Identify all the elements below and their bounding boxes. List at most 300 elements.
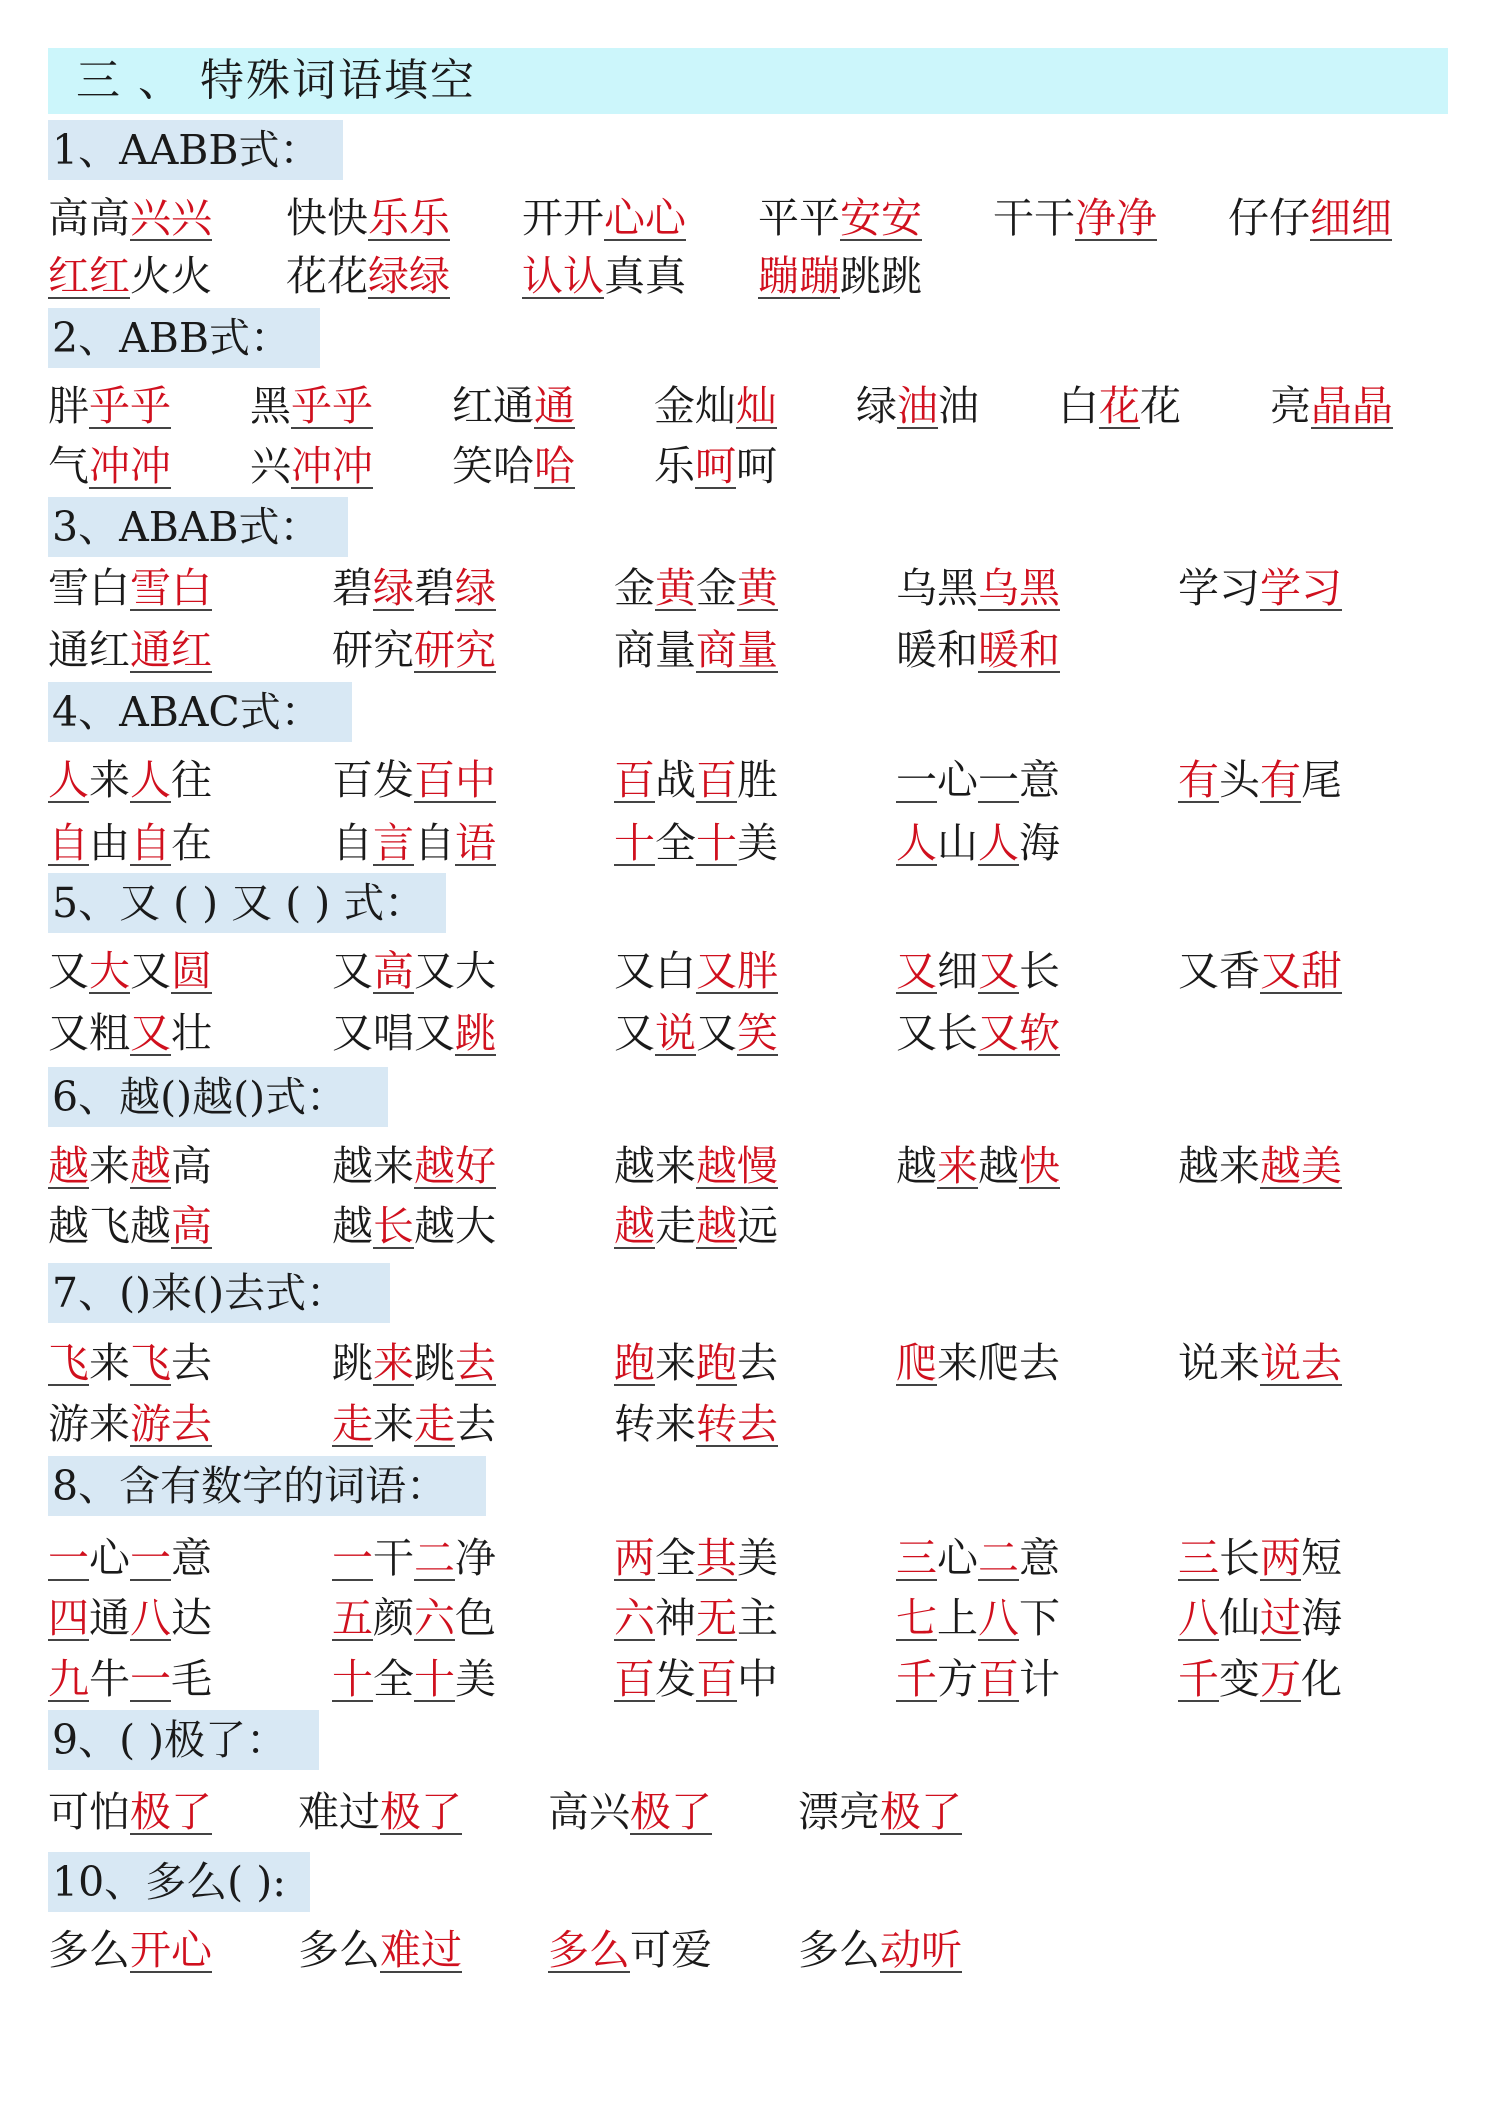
word-item: [1228, 190, 1392, 246]
word-row: [0, 1005, 1497, 1061]
word-item: [332, 1198, 496, 1254]
answer-text: 乐乐: [368, 194, 450, 242]
answer-text: 一: [48, 1534, 89, 1582]
given-text: 又长: [896, 1009, 978, 1057]
answer-text: 十: [696, 819, 737, 867]
word-item: [614, 1396, 778, 1452]
word-item: [522, 190, 686, 246]
answer-text: 花: [1099, 382, 1140, 430]
word-row: [0, 248, 1497, 304]
answer-text: 多么: [548, 1926, 630, 1974]
answer-text: 绿: [373, 564, 414, 612]
given-text: 仔仔: [1228, 194, 1310, 242]
answer-text: 冲冲: [89, 442, 171, 490]
answer-text: 商量: [696, 626, 778, 674]
word-row: [0, 815, 1497, 871]
given-text: 心: [937, 756, 978, 804]
given-text: 说来: [1178, 1339, 1260, 1387]
given-text: 开开: [522, 194, 604, 242]
given-text: 化: [1301, 1655, 1342, 1703]
answer-text: 一: [130, 1655, 171, 1703]
word-item: [332, 943, 496, 999]
given-text: 平平: [758, 194, 840, 242]
answer-text: 越慢: [696, 1142, 778, 1190]
word-item: [614, 1335, 778, 1391]
answer-text: 暖和: [978, 626, 1060, 674]
word-item: [896, 1530, 1060, 1586]
answer-text: 开心: [130, 1926, 212, 1974]
word-item: [1058, 378, 1181, 434]
answer-text: 高: [373, 947, 414, 995]
given-text: 又: [332, 947, 373, 995]
given-text: 多么: [298, 1926, 380, 1974]
answer-text: 六: [414, 1594, 455, 1642]
given-text: 多么: [798, 1926, 880, 1974]
answer-text: 乌黑: [978, 564, 1060, 612]
word-item: [332, 752, 496, 808]
given-text: 白: [1058, 382, 1099, 430]
answer-text: 无: [696, 1594, 737, 1642]
answer-text: 百: [614, 756, 655, 804]
answer-text: 百: [614, 1655, 655, 1703]
given-text: 漂亮: [798, 1788, 880, 1836]
word-item: [452, 438, 575, 494]
word-item: [48, 1651, 212, 1707]
given-text: 神: [655, 1594, 696, 1642]
given-text: 乌黑: [896, 564, 978, 612]
word-item: [286, 248, 450, 304]
answer-text: 黄: [737, 564, 778, 612]
given-text: 去: [737, 1339, 778, 1387]
word-item: [48, 752, 212, 808]
given-text: 又大: [414, 947, 496, 995]
given-text: 在: [171, 819, 212, 867]
answer-text: 圆: [171, 947, 212, 995]
word-item: [654, 378, 777, 434]
word-item: [48, 560, 212, 616]
word-item: [896, 943, 1060, 999]
given-text: 高高: [48, 194, 130, 242]
given-text: 可怕: [48, 1788, 130, 1836]
word-item: [298, 1784, 462, 1840]
given-text: 越大: [414, 1202, 496, 1250]
word-item: [798, 1922, 962, 1978]
word-item: [48, 1590, 212, 1646]
answer-text: 极了: [130, 1788, 212, 1836]
answer-text: 黄: [655, 564, 696, 612]
answer-text: 百: [696, 756, 737, 804]
word-row: [0, 1784, 1497, 1840]
answer-text: 跑: [696, 1339, 737, 1387]
answer-text: 细细: [1310, 194, 1392, 242]
given-text: 百发: [332, 756, 414, 804]
answer-text: 四: [48, 1594, 89, 1642]
word-item: [332, 1335, 496, 1391]
word-item: [614, 1530, 778, 1586]
word-item: [48, 1335, 212, 1391]
given-text: 商量: [614, 626, 696, 674]
word-item: [1178, 1590, 1342, 1646]
word-row: [0, 560, 1497, 616]
given-text: 越: [896, 1142, 937, 1190]
answer-text: 兴兴: [130, 194, 212, 242]
given-text: 往: [171, 756, 212, 804]
given-text: 美: [737, 1534, 778, 1582]
answer-text: 乎乎: [89, 382, 171, 430]
given-text: 快快: [286, 194, 368, 242]
given-text: 一: [896, 756, 937, 804]
given-text: 细: [937, 947, 978, 995]
word-row: [0, 1651, 1497, 1707]
answer-text: 来: [373, 1339, 414, 1387]
answer-text: 转去: [696, 1400, 778, 1448]
answer-text: 六: [614, 1594, 655, 1642]
answer-text: 笑: [737, 1009, 778, 1057]
given-text: 中: [737, 1655, 778, 1703]
given-text: 越: [978, 1142, 1019, 1190]
given-text: 山: [937, 819, 978, 867]
word-row: [0, 1198, 1497, 1254]
given-text: 金灿: [654, 382, 736, 430]
given-text: 碧: [414, 564, 455, 612]
word-item: [48, 378, 171, 434]
word-item: [332, 560, 496, 616]
answer-text: 八: [978, 1594, 1019, 1642]
answer-text: 呵: [695, 442, 736, 490]
answer-text: 蹦蹦: [758, 252, 840, 300]
answer-text: 有: [1178, 756, 1219, 804]
section-heading: 6、越()越()式：: [48, 1067, 388, 1127]
given-text: 又白: [614, 947, 696, 995]
word-item: [614, 622, 778, 678]
answer-text: 难过: [380, 1926, 462, 1974]
given-text: 高: [171, 1142, 212, 1190]
given-text: 暖和: [896, 626, 978, 674]
given-text: 海: [1019, 819, 1060, 867]
given-text: 越来: [614, 1142, 696, 1190]
word-row: [0, 943, 1497, 999]
word-item: [758, 248, 922, 304]
answer-text: 三: [1178, 1534, 1219, 1582]
answer-text: 灿: [736, 382, 777, 430]
given-text: 油: [938, 382, 979, 430]
word-row: [0, 378, 1497, 434]
given-text: 难过: [298, 1788, 380, 1836]
given-text: 金: [614, 564, 655, 612]
answer-text: 人: [896, 819, 937, 867]
word-row: [0, 752, 1497, 808]
given-text: 仙: [1219, 1594, 1260, 1642]
given-text: 由: [89, 819, 130, 867]
answer-text: 越好: [414, 1142, 496, 1190]
word-item: [896, 752, 1060, 808]
given-text: 又唱又: [332, 1009, 455, 1057]
word-item: [614, 1005, 778, 1061]
given-text: 来爬去: [937, 1339, 1060, 1387]
answer-text: 其: [696, 1534, 737, 1582]
word-item: [896, 1590, 1060, 1646]
given-text: 意: [1019, 756, 1060, 804]
word-item: [250, 438, 373, 494]
answer-text: 通: [534, 382, 575, 430]
answer-text: 越: [696, 1202, 737, 1250]
answer-text: 心心: [604, 194, 686, 242]
answer-text: 人: [130, 756, 171, 804]
word-item: [332, 1005, 496, 1061]
answer-text: 快: [1019, 1142, 1060, 1190]
answer-text: 动听: [880, 1926, 962, 1974]
answer-text: 学习: [1260, 564, 1342, 612]
given-text: 上: [937, 1594, 978, 1642]
given-text: 一: [978, 756, 1019, 804]
answer-text: 五: [332, 1594, 373, 1642]
answer-text: 二: [414, 1534, 455, 1582]
answer-text: 百中: [414, 756, 496, 804]
given-text: 美: [455, 1655, 496, 1703]
given-text: 长: [1019, 947, 1060, 995]
given-text: 亮: [1270, 382, 1311, 430]
word-item: [758, 190, 922, 246]
word-row: [0, 1138, 1497, 1194]
section-heading: 5、又 ( ) 又 ( ) 式：: [48, 873, 446, 933]
given-text: 火火: [130, 252, 212, 300]
answer-text: 研究: [414, 626, 496, 674]
answer-text: 又: [130, 1009, 171, 1057]
answer-text: 两: [1260, 1534, 1301, 1582]
given-text: 又: [614, 1009, 655, 1057]
answer-text: 绿绿: [368, 252, 450, 300]
given-text: 越来: [332, 1142, 414, 1190]
word-item: [548, 1922, 712, 1978]
answer-text: 二: [978, 1534, 1019, 1582]
word-item: [1178, 1138, 1342, 1194]
word-row: [0, 438, 1497, 494]
given-text: 壮: [171, 1009, 212, 1057]
given-text: 下: [1019, 1594, 1060, 1642]
answer-text: 自: [130, 819, 171, 867]
answer-text: 越: [614, 1202, 655, 1250]
given-text: 笑哈: [452, 442, 534, 490]
word-item: [1178, 1530, 1342, 1586]
given-text: 越飞越: [48, 1202, 171, 1250]
answer-text: 大: [89, 947, 130, 995]
given-text: 去: [171, 1339, 212, 1387]
answer-text: 极了: [380, 1788, 462, 1836]
word-item: [1178, 943, 1342, 999]
given-text: 兴: [250, 442, 291, 490]
answer-text: 百: [978, 1655, 1019, 1703]
section-heading: 4、ABAC式：: [48, 682, 352, 742]
word-item: [48, 1138, 212, 1194]
section-heading: 10、多么( ):: [48, 1852, 310, 1912]
word-item: [896, 1138, 1060, 1194]
answer-text: 说: [655, 1009, 696, 1057]
answer-text: 三: [896, 1534, 937, 1582]
given-text: 来: [89, 1339, 130, 1387]
answer-text: 乎乎: [291, 382, 373, 430]
word-item: [48, 622, 212, 678]
given-text: 海: [1301, 1594, 1342, 1642]
given-text: 学习: [1178, 564, 1260, 612]
answer-text: 八: [130, 1594, 171, 1642]
given-text: 意: [171, 1534, 212, 1582]
given-text: 去: [455, 1400, 496, 1448]
given-text: 心: [89, 1534, 130, 1582]
given-text: 远: [737, 1202, 778, 1250]
word-item: [614, 1651, 778, 1707]
word-item: [522, 248, 686, 304]
given-text: 毛: [171, 1655, 212, 1703]
answer-text: 长: [373, 1202, 414, 1250]
answer-text: 千: [896, 1655, 937, 1703]
given-text: 转来: [614, 1400, 696, 1448]
answer-text: 来: [937, 1142, 978, 1190]
answer-text: 自: [48, 819, 89, 867]
word-item: [1178, 1335, 1342, 1391]
given-text: 达: [171, 1594, 212, 1642]
answer-text: 语: [455, 819, 496, 867]
answer-text: 又软: [978, 1009, 1060, 1057]
answer-text: 高: [171, 1202, 212, 1250]
given-text: 乐: [654, 442, 695, 490]
answer-text: 两: [614, 1534, 655, 1582]
answer-text: 跑: [614, 1339, 655, 1387]
section-heading: 8、含有数字的词语：: [48, 1456, 486, 1516]
answer-text: 认认: [522, 252, 604, 300]
given-text: 主: [737, 1594, 778, 1642]
given-text: 研究: [332, 626, 414, 674]
answer-text: 言: [373, 819, 414, 867]
given-text: 越: [332, 1202, 373, 1250]
answer-text: 九: [48, 1655, 89, 1703]
word-item: [1178, 560, 1342, 616]
given-text: 多么: [48, 1926, 130, 1974]
word-item: [48, 1396, 212, 1452]
word-item: [250, 378, 373, 434]
given-text: 黑: [250, 382, 291, 430]
word-item: [896, 1335, 1060, 1391]
answer-text: 十: [414, 1655, 455, 1703]
answer-text: 八: [1178, 1594, 1219, 1642]
answer-text: 安安: [840, 194, 922, 242]
given-text: 气: [48, 442, 89, 490]
given-text: 计: [1019, 1655, 1060, 1703]
given-text: 全: [373, 1655, 414, 1703]
word-item: [48, 1198, 212, 1254]
section-heading: 7、()来()去式：: [48, 1263, 390, 1323]
word-item: [1178, 1651, 1342, 1707]
answer-text: 哈: [534, 442, 575, 490]
word-row: [0, 1922, 1497, 1978]
word-item: [332, 1651, 496, 1707]
word-item: [332, 1396, 496, 1452]
given-text: 头: [1219, 756, 1260, 804]
given-text: 来: [89, 1142, 130, 1190]
given-text: 方: [937, 1655, 978, 1703]
word-item: [286, 190, 450, 246]
given-text: 红通: [452, 382, 534, 430]
answer-text: 飞: [48, 1339, 89, 1387]
word-row: [0, 1530, 1497, 1586]
given-text: 胖: [48, 382, 89, 430]
word-item: [856, 378, 979, 434]
word-item: [298, 1922, 462, 1978]
given-text: 花: [1140, 382, 1181, 430]
given-text: 游来: [48, 1400, 130, 1448]
answer-text: 又: [896, 947, 937, 995]
answer-text: 通红: [130, 626, 212, 674]
given-text: 绿: [856, 382, 897, 430]
answer-text: 净净: [1075, 194, 1157, 242]
word-item: [48, 943, 212, 999]
given-text: 意: [1019, 1534, 1060, 1582]
word-item: [614, 943, 778, 999]
answer-text: 去: [455, 1339, 496, 1387]
word-row: [0, 1590, 1497, 1646]
answer-text: 极了: [630, 1788, 712, 1836]
word-item: [614, 560, 778, 616]
answer-text: 跳: [455, 1009, 496, 1057]
given-text: 可爱: [630, 1926, 712, 1974]
word-item: [896, 560, 1060, 616]
given-text: 通: [89, 1594, 130, 1642]
answer-text: 说去: [1260, 1339, 1342, 1387]
answer-text: 百: [696, 1655, 737, 1703]
given-text: 跳: [414, 1339, 455, 1387]
given-text: 呵: [736, 442, 777, 490]
given-text: 又: [696, 1009, 737, 1057]
answer-text: 绿: [455, 564, 496, 612]
answer-text: 十: [614, 819, 655, 867]
given-text: 雪白: [48, 564, 130, 612]
answer-text: 越: [48, 1142, 89, 1190]
word-item: [332, 815, 496, 871]
answer-text: 油: [897, 382, 938, 430]
given-text: 牛: [89, 1655, 130, 1703]
given-text: 通红: [48, 626, 130, 674]
word-row: [0, 622, 1497, 678]
word-item: [48, 1005, 212, 1061]
worksheet-title: 三 、 特殊词语填空: [48, 48, 1448, 114]
word-item: [452, 378, 575, 434]
word-row: [0, 1335, 1497, 1391]
given-text: 碧: [332, 564, 373, 612]
given-text: 又: [48, 947, 89, 995]
given-text: 美: [737, 819, 778, 867]
word-item: [332, 1530, 496, 1586]
given-text: 又: [130, 947, 171, 995]
given-text: 来: [373, 1400, 414, 1448]
word-item: [993, 190, 1157, 246]
given-text: 颜: [373, 1594, 414, 1642]
word-row: [0, 1396, 1497, 1452]
word-item: [48, 1922, 212, 1978]
answer-text: 人: [48, 756, 89, 804]
answer-text: 雪白: [130, 564, 212, 612]
answer-text: 冲冲: [291, 442, 373, 490]
given-text: 走: [655, 1202, 696, 1250]
given-text: 净: [455, 1534, 496, 1582]
section-heading: 3、ABAB式：: [48, 497, 348, 557]
given-text: 又香: [1178, 947, 1260, 995]
word-item: [332, 1590, 496, 1646]
section-heading: 9、( )极了：: [48, 1710, 319, 1770]
answer-text: 走: [414, 1400, 455, 1448]
word-row: [0, 190, 1497, 246]
word-item: [896, 815, 1060, 871]
answer-text: 走: [332, 1400, 373, 1448]
answer-text: 越: [130, 1142, 171, 1190]
